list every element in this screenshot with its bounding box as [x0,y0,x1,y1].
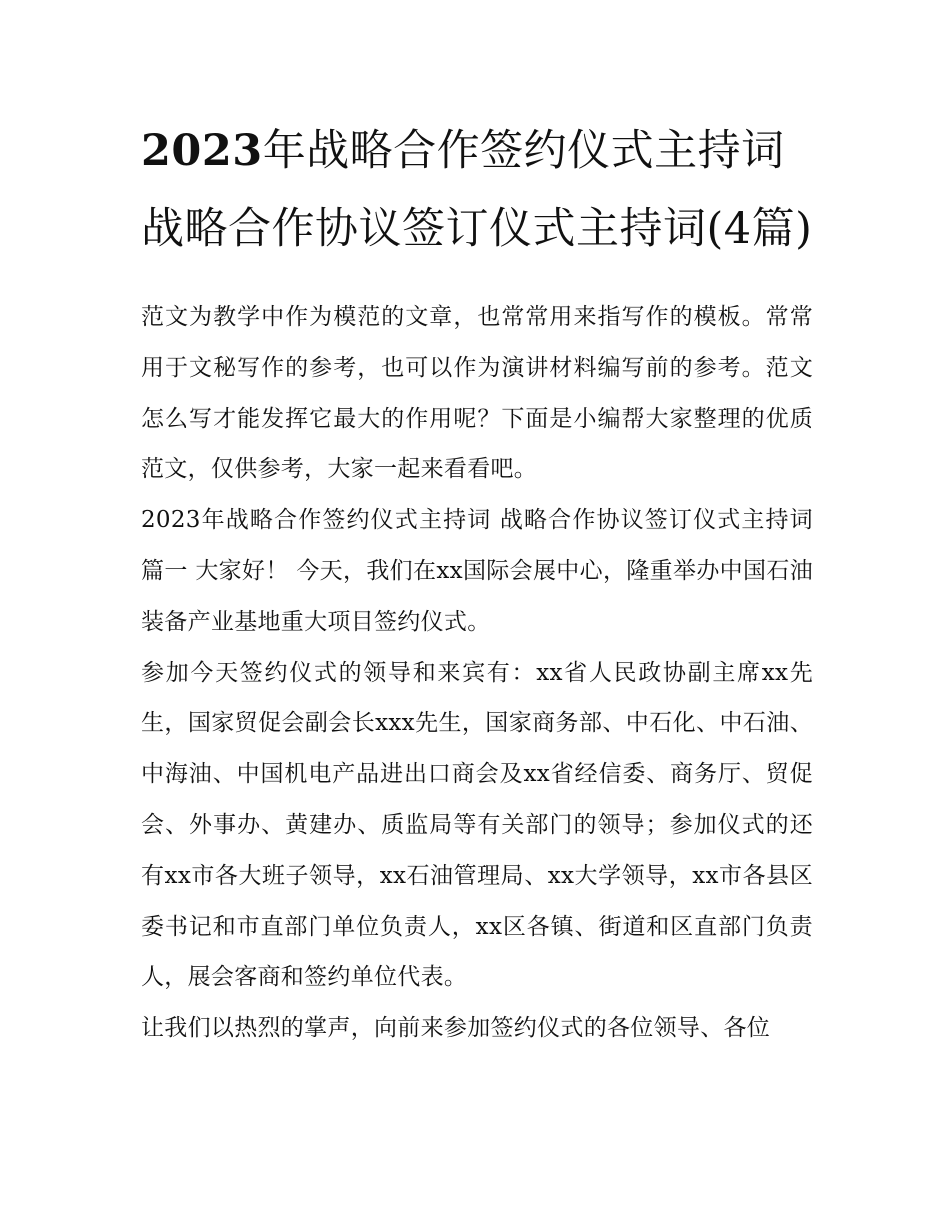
document-content [141,112,813,1054]
paragraph-guests: 参加今天签约仪式的领导和来宾有：xx省人民政协副主席xx先生，国家贸促会副会长xxx先生，国家商务部、中石化、中石油、中海油、中国机电产品进出口商会及xx省经信委、商务厅、贸促会、外事办、黄建办、质监局等有关部门的领导；参加仪式的还有xx市各大班子领导，xx石油管理局、xx大学领导，xx市各县区委书记和市直部门单位负责人，xx区各镇、街道和区直部门负责人，展会客商和签约单位代表。 [141,659,813,991]
paragraph-applause: 让我们以热烈的掌声，向前来参加签约仪式的各位领导、各位 [141,1015,771,1042]
title-year: 2023 [141,126,263,176]
document-body [141,292,813,1054]
paragraph-opening: 2023年战略合作签约仪式主持词 战略合作协议签订仪式主持词篇一 大家好！ 今天，我们在xx国际会展中心，隆重举办中国石油装备产业基地重大项目签约仪式。 [141,507,813,635]
document-title [141,112,813,268]
paragraph-intro: 范文为教学中作为模范的文章，也常常用来指写作的模板。常常用于文秘写作的参考，也可以作为演讲材料编写前的参考。范文怎么写才能发挥它最大的作用呢？下面是小编帮大家整理的优质范文，仅供参考，大家一起来看看吧。 [141,304,813,483]
title-text: 年战略合作签约仪式主持词 战略合作协议签订仪式主持词(4篇) [141,126,813,254]
